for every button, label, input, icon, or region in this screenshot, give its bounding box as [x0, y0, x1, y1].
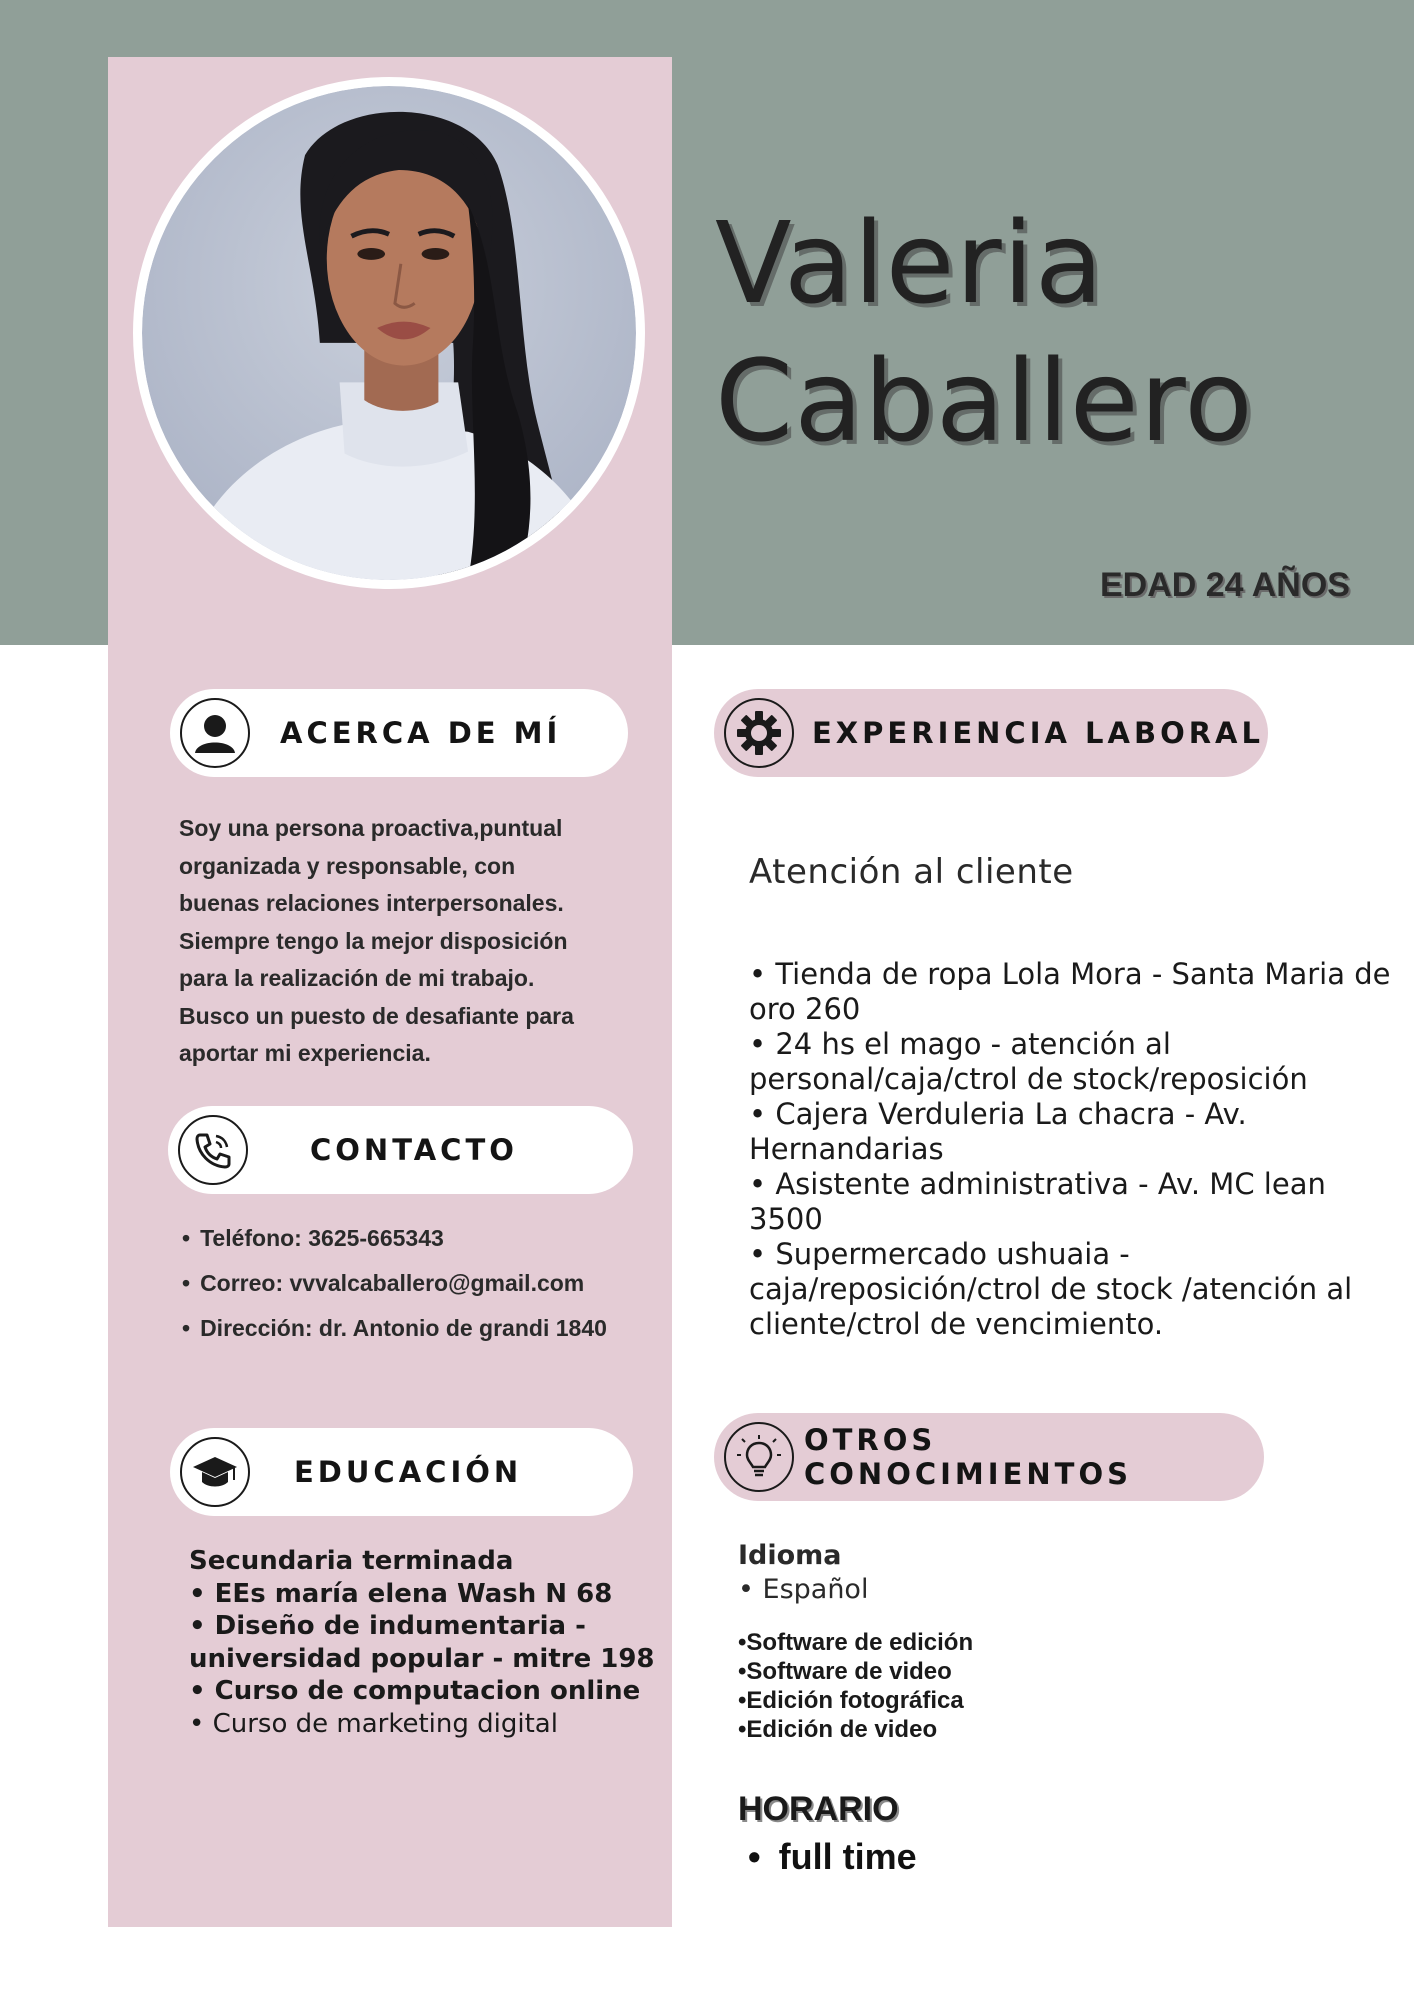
education-line: universidad popular - mitre 198 — [189, 1643, 655, 1674]
about-line: organizada y responsable, con — [179, 852, 516, 879]
about-line: Siempre tengo la mejor disposición — [179, 927, 568, 954]
last-name: Caballero — [715, 337, 1254, 467]
experience-line: 3500 — [749, 1202, 823, 1236]
language-item: • Español — [738, 1574, 869, 1605]
schedule-title: HORARIO — [738, 1790, 899, 1828]
profile-photo — [133, 77, 645, 589]
contact-phone: • Teléfono: 3625-665343 — [182, 1218, 652, 1263]
gear-icon — [724, 698, 794, 768]
experience-line: • Asistente administrativa - Av. MC lean — [749, 1167, 1326, 1201]
education-list — [189, 1545, 659, 1740]
experience-line: cliente/ctrol de vencimiento. — [749, 1307, 1164, 1341]
skill-item: •Edición fotográfica — [738, 1687, 964, 1714]
experience-line: • Cajera Verduleria La chacra - Av. — [749, 1097, 1247, 1131]
first-name: Valeria — [715, 199, 1105, 329]
about-line: para la realización de mi trabajo. — [179, 965, 535, 991]
education-line: • Diseño de indumentaria - — [189, 1611, 586, 1641]
contact-email: • Correo: vvvalcaballero@gmail.com — [182, 1263, 652, 1308]
experience-subtitle: Atención al cliente — [749, 852, 1074, 892]
education-line: • Curso de marketing digital — [189, 1708, 558, 1739]
skill-item: •Edición de video — [738, 1716, 938, 1743]
full-name — [715, 195, 1254, 471]
portrait-illustration — [142, 86, 636, 580]
education-title: EDUCACIÓN — [294, 1455, 523, 1489]
about-text — [179, 810, 619, 1073]
experience-line: • Tienda de ropa Lola Mora - Santa Maria de — [749, 957, 1391, 991]
lightbulb-icon — [724, 1422, 794, 1492]
skills-list — [738, 1628, 973, 1744]
age-label: EDAD 24 AÑOS — [1099, 566, 1350, 604]
knowledge-title: OTROS CONOCIMIENTOS — [804, 1423, 1132, 1491]
education-line: • Curso de computacion online — [189, 1676, 641, 1706]
phone-icon — [178, 1115, 248, 1185]
experience-line: • 24 hs el mago - atención al — [749, 1027, 1171, 1061]
experience-heading — [714, 689, 1268, 777]
language-title: Idioma — [738, 1540, 842, 1571]
experience-title: EXPERIENCIA LABORAL — [812, 716, 1264, 750]
graduation-cap-icon — [180, 1437, 250, 1507]
experience-line: Hernandarias — [749, 1132, 944, 1166]
education-line: Secundaria terminada — [189, 1546, 514, 1576]
about-title: ACERCA DE MÍ — [280, 716, 562, 750]
contact-address: • Dirección: dr. Antonio de grandi 1840 — [182, 1308, 652, 1353]
skill-item: •Software de video — [738, 1658, 952, 1685]
about-heading — [170, 689, 628, 777]
education-heading — [170, 1428, 633, 1516]
about-line: Busco un puesto de desafiante para — [179, 1002, 574, 1029]
about-line: aportar mi experiencia. — [179, 1040, 431, 1066]
skill-item: •Software de edición — [738, 1629, 974, 1656]
person-icon — [180, 698, 250, 768]
schedule-item: • full time — [748, 1836, 917, 1878]
contact-list — [182, 1218, 652, 1353]
knowledge-heading — [714, 1413, 1264, 1501]
experience-line: caja/reposición/ctrol de stock /atención al — [749, 1272, 1353, 1306]
experience-line: personal/caja/ctrol de stock/reposición — [749, 1062, 1308, 1096]
experience-line: • Supermercado ushuaia - — [749, 1237, 1130, 1271]
contact-title: CONTACTO — [310, 1133, 518, 1167]
about-line: buenas relaciones interpersonales. — [179, 890, 564, 916]
experience-list — [749, 957, 1399, 1342]
contact-heading — [168, 1106, 633, 1194]
experience-line: oro 260 — [749, 992, 861, 1026]
about-line: Soy una persona proactiva,puntual — [179, 815, 563, 841]
education-line: • EEs maría elena Wash N 68 — [189, 1578, 613, 1609]
